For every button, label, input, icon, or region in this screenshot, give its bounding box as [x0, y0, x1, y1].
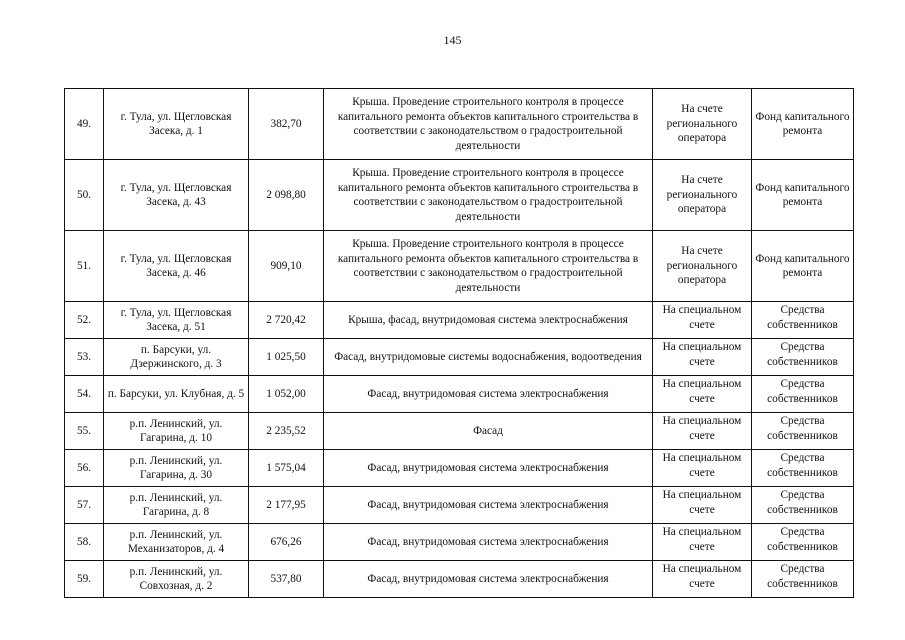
address-cell: г. Тула, ул. Щегловская Засека, д. 51	[104, 302, 249, 339]
account-cell: На специальном счете	[653, 302, 752, 339]
row-number: 58.	[65, 524, 104, 561]
funding-source-cell: Фонд капитального ремонта	[752, 89, 854, 160]
account-cell: На специальном счете	[653, 413, 752, 450]
account-cell: На специальном счете	[653, 561, 752, 598]
area-cell: 2 177,95	[249, 487, 324, 524]
account-cell: На специальном счете	[653, 450, 752, 487]
address-cell: р.п. Ленинский, ул. Гагарина, д. 10	[104, 413, 249, 450]
address-cell: р.п. Ленинский, ул. Гагарина, д. 30	[104, 450, 249, 487]
row-number: 50.	[65, 160, 104, 231]
funding-source-cell: Фонд капитального ремонта	[752, 231, 854, 302]
address-cell: г. Тула, ул. Щегловская Засека, д. 43	[104, 160, 249, 231]
account-cell: На специальном счете	[653, 339, 752, 376]
address-cell: р.п. Ленинский, ул. Гагарина, д. 8	[104, 487, 249, 524]
account-cell: На счете регионального оператора	[653, 160, 752, 231]
works-cell: Крыша, фасад, внутридомовая система электроснабжения	[324, 302, 653, 339]
address-cell: р.п. Ленинский, ул. Механизаторов, д. 4	[104, 524, 249, 561]
funding-source-cell: Средства собственников	[752, 339, 854, 376]
funding-source-cell: Средства собственников	[752, 524, 854, 561]
table-row	[65, 524, 854, 561]
row-number: 49.	[65, 89, 104, 160]
area-cell: 2 098,80	[249, 160, 324, 231]
row-number: 52.	[65, 302, 104, 339]
area-cell: 909,10	[249, 231, 324, 302]
table-row	[65, 413, 854, 450]
area-cell: 1 025,50	[249, 339, 324, 376]
row-number: 57.	[65, 487, 104, 524]
works-cell: Фасад, внутридомовая система электроснабжения	[324, 450, 653, 487]
row-number: 56.	[65, 450, 104, 487]
works-cell: Фасад, внутридомовая система электроснабжения	[324, 561, 653, 598]
account-cell: На специальном счете	[653, 524, 752, 561]
works-cell: Фасад, внутридомовые системы водоснабжения, водоотведения	[324, 339, 653, 376]
works-cell: Фасад, внутридомовая система электроснабжения	[324, 487, 653, 524]
table-row	[65, 89, 854, 160]
table-row	[65, 339, 854, 376]
page-number: 145	[443, 33, 462, 47]
row-number: 51.	[65, 231, 104, 302]
funding-source-cell: Средства собственников	[752, 413, 854, 450]
funding-source-cell: Средства собственников	[752, 450, 854, 487]
area-cell: 1 052,00	[249, 376, 324, 413]
account-cell: На специальном счете	[653, 487, 752, 524]
works-cell: Фасад, внутридомовая система электроснабжения	[324, 524, 653, 561]
works-cell: Крыша. Проведение строительного контроля в процессе капитального ремонта объектов капитального строительства в соответствии с законодательством о градостроительной деятельности	[324, 160, 653, 231]
area-cell: 2 235,52	[249, 413, 324, 450]
row-number: 54.	[65, 376, 104, 413]
area-cell: 537,80	[249, 561, 324, 598]
table-row	[65, 487, 854, 524]
account-cell: На специальном счете	[653, 376, 752, 413]
address-cell: р.п. Ленинский, ул. Совхозная, д. 2	[104, 561, 249, 598]
account-cell: На счете регионального оператора	[653, 231, 752, 302]
table-row	[65, 376, 854, 413]
table-row	[65, 450, 854, 487]
table-row	[65, 160, 854, 231]
account-cell: На счете регионального оператора	[653, 89, 752, 160]
repair-registry-table	[64, 88, 854, 598]
row-number: 59.	[65, 561, 104, 598]
table-row	[65, 561, 854, 598]
address-cell: г. Тула, ул. Щегловская Засека, д. 46	[104, 231, 249, 302]
works-cell: Крыша. Проведение строительного контроля в процессе капитального ремонта объектов капитального строительства в соответствии с законодательством о градостроительной деятельности	[324, 231, 653, 302]
table-row	[65, 231, 854, 302]
area-cell: 382,70	[249, 89, 324, 160]
funding-source-cell: Средства собственников	[752, 487, 854, 524]
row-number: 55.	[65, 413, 104, 450]
area-cell: 676,26	[249, 524, 324, 561]
address-cell: п. Барсуки, ул. Дзержинского, д. 3	[104, 339, 249, 376]
works-cell: Фасад	[324, 413, 653, 450]
area-cell: 2 720,42	[249, 302, 324, 339]
funding-source-cell: Фонд капитального ремонта	[752, 160, 854, 231]
row-number: 53.	[65, 339, 104, 376]
table-row	[65, 302, 854, 339]
area-cell: 1 575,04	[249, 450, 324, 487]
address-cell: г. Тула, ул. Щегловская Засека, д. 1	[104, 89, 249, 160]
works-cell: Крыша. Проведение строительного контроля в процессе капитального ремонта объектов капитального строительства в соответствии с законодательством о градостроительной деятельности	[324, 89, 653, 160]
funding-source-cell: Средства собственников	[752, 376, 854, 413]
works-cell: Фасад, внутридомовая система электроснабжения	[324, 376, 653, 413]
funding-source-cell: Средства собственников	[752, 302, 854, 339]
funding-source-cell: Средства собственников	[752, 561, 854, 598]
address-cell: п. Барсуки, ул. Клубная, д. 5	[104, 376, 249, 413]
